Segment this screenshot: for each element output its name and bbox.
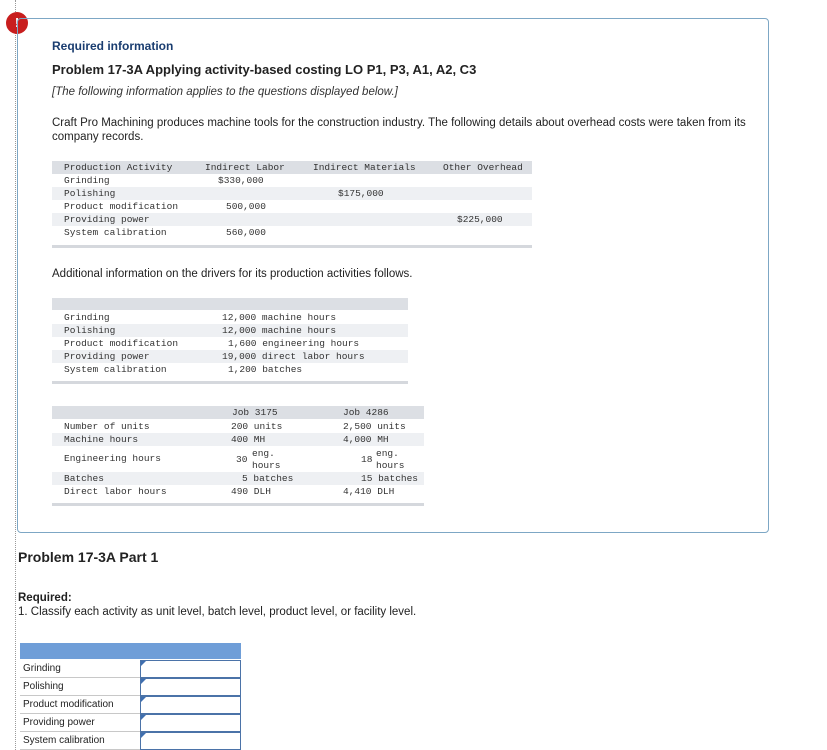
driver-row-value: 1,200 batches	[228, 364, 303, 375]
intro-paragraph: Craft Pro Machining produces machine tools for the construction industry. The following details about overhead costs were taken from its company records.	[52, 117, 746, 143]
cost-header-labor: Indirect Labor	[205, 162, 285, 173]
question-text: 1. Classify each activity as unit level, batch level, product level, or facility level.	[18, 606, 417, 618]
driver-row-value: 1,600 engineering hours	[228, 338, 360, 349]
driver-table-bottom-rule	[52, 381, 408, 384]
job-row-label: Direct labor hours	[64, 486, 167, 497]
driver-row-activity: Grinding	[64, 312, 110, 323]
answer-row-label: Grinding	[20, 660, 140, 678]
dropdown-indicator-icon	[141, 715, 146, 720]
job2-value: 2,500 units	[343, 421, 406, 432]
answer-table-header	[20, 643, 241, 659]
job-table-bottom-rule	[52, 503, 424, 506]
driver-table-header-band	[52, 298, 408, 310]
cost-header-other: Other Overhead	[443, 162, 523, 173]
classification-dropdown-system-calibration[interactable]	[140, 732, 241, 750]
applies-note: [The following information applies to the questions displayed below.]	[52, 86, 398, 98]
classification-dropdown-grinding[interactable]	[140, 660, 241, 678]
job2-value: 15 batches	[361, 473, 419, 484]
job2-eng-unit-bottom: hours	[376, 460, 405, 471]
answer-row-label: Polishing	[20, 678, 140, 696]
job2-value: 4,000 MH	[343, 434, 389, 445]
answer-row-label: System calibration	[20, 732, 140, 750]
required-information-heading: Required information	[52, 39, 174, 53]
job1-eng-number: 30	[236, 454, 248, 465]
cost-table-bottom-rule	[52, 245, 532, 248]
cost-row-activity: Grinding	[64, 175, 110, 186]
job2-eng-unit-top: eng.	[376, 448, 399, 459]
dropdown-indicator-icon	[141, 661, 146, 666]
job2-value: 4,410 DLH	[343, 486, 395, 497]
job2-eng-number: 18	[361, 454, 373, 465]
job1-eng-unit-bottom: hours	[252, 460, 281, 471]
cost-table-row-band	[52, 187, 532, 200]
cost-row-activity: Providing power	[64, 214, 150, 225]
answer-row-label: Providing power	[20, 714, 140, 732]
job-row-label: Machine hours	[64, 434, 139, 445]
dropdown-indicator-icon	[141, 697, 146, 702]
cost-row-labor: 500,000	[226, 201, 266, 212]
job1-value: 200 units	[231, 421, 283, 432]
dropdown-indicator-icon	[141, 733, 146, 738]
cost-row-activity: Polishing	[64, 188, 116, 199]
alert-icon: !	[6, 12, 28, 34]
cost-row-labor: 560,000	[226, 227, 266, 238]
cost-row-activity: System calibration	[64, 227, 167, 238]
driver-row-value: 19,000 direct labor hours	[222, 351, 365, 362]
driver-row-value: 12,000 machine hours	[222, 325, 337, 336]
job1-value: 5 batches	[242, 473, 294, 484]
job-row-label: Engineering hours	[64, 453, 161, 464]
cost-row-activity: Product modification	[64, 201, 179, 212]
driver-row-activity: System calibration	[64, 364, 167, 375]
classification-dropdown-product-modification[interactable]	[140, 696, 241, 714]
job1-value: 400 MH	[231, 434, 266, 445]
driver-row-activity: Polishing	[64, 325, 116, 336]
part1-title: Problem 17-3A Part 1	[18, 549, 159, 565]
classification-dropdown-providing-power[interactable]	[140, 714, 241, 732]
additional-info-text: Additional information on the drivers for its production activities follows.	[52, 268, 413, 280]
job-header-4286: Job 4286	[343, 407, 389, 418]
cost-row-other: $225,000	[457, 214, 503, 225]
required-label: Required:	[18, 592, 72, 604]
left-dotted-rule	[15, 0, 16, 750]
job-header-3175: Job 3175	[232, 407, 278, 418]
cost-row-labor: $330,000	[218, 175, 264, 186]
driver-row-value: 12,000 machine hours	[222, 312, 337, 323]
driver-row-activity: Providing power	[64, 351, 150, 362]
answer-row-label: Product modification	[20, 696, 140, 714]
job1-eng-unit-top: eng.	[252, 448, 275, 459]
dropdown-indicator-icon	[141, 679, 146, 684]
classification-dropdown-polishing[interactable]	[140, 678, 241, 696]
cost-header-activity: Production Activity	[64, 162, 173, 173]
job-row-label: Batches	[64, 473, 104, 484]
driver-row-activity: Product modification	[64, 338, 179, 349]
job1-value: 490 DLH	[231, 486, 271, 497]
cost-row-materials: $175,000	[338, 188, 384, 199]
cost-header-materials: Indirect Materials	[313, 162, 416, 173]
problem-title: Problem 17-3A Applying activity-based costing LO P1, P3, A1, A2, C3	[52, 62, 477, 77]
job-row-label: Number of units	[64, 421, 150, 432]
